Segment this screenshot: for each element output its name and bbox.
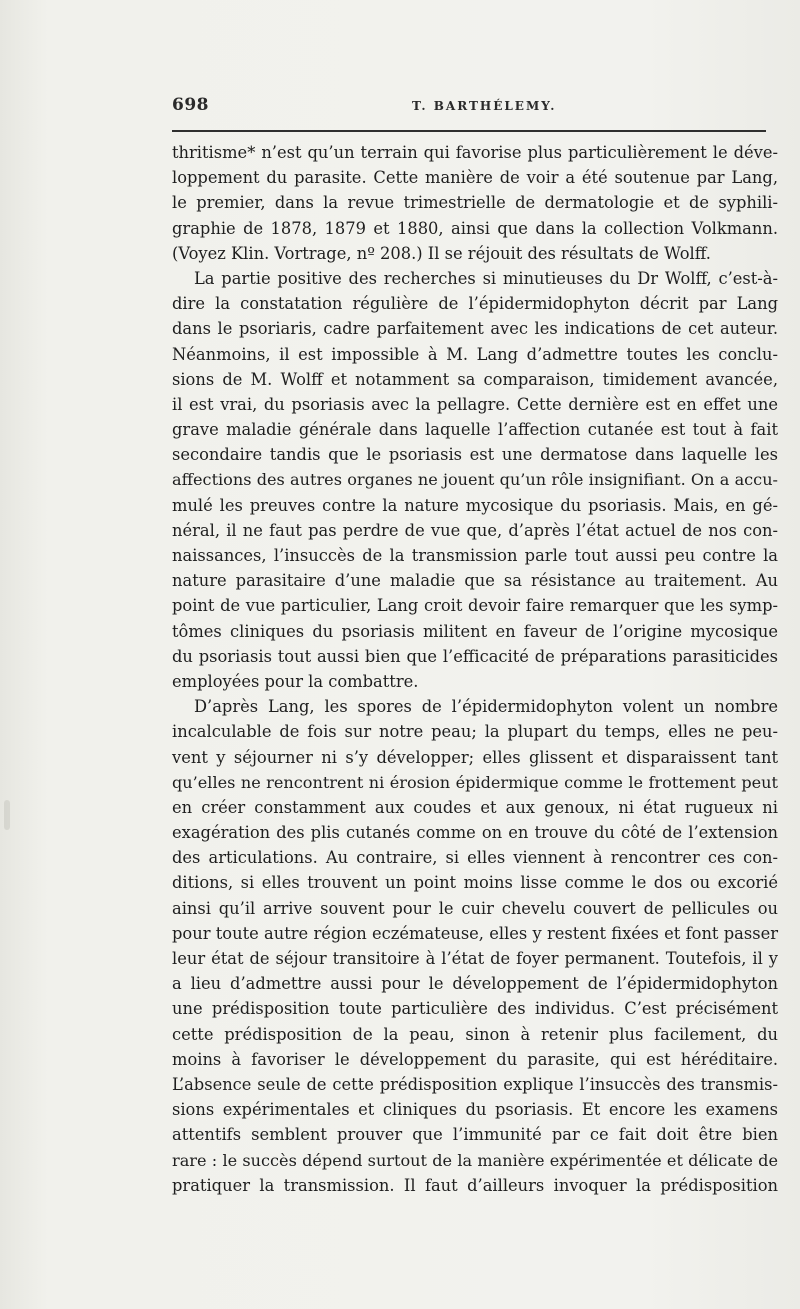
text-line: secondaire tandis que le psoriasis est une dermatose dans laquelle les <box>172 445 778 465</box>
text-line: tômes cliniques du psoriasis militent en faveur de l’origine mycosique <box>172 621 778 641</box>
text-line: pour toute autre région eczémateuse, elles y restent fixées et font passer <box>172 923 778 943</box>
text-line: La partie positive des recherches si minutieuses du Dr Wolff, c’est-à- <box>194 268 778 288</box>
text-line: des articulations. Au contraire, si elles viennent à rencontrer ces con- <box>172 848 778 868</box>
text-line: nature parasitaire d’une maladie que sa résistance au traitement. Au <box>172 571 778 591</box>
text-line: ainsi qu’il arrive souvent pour le cuir chevelu couvert de pellicules ou <box>172 898 778 918</box>
text-line: D’après Lang, les spores de l’épidermidophyton volent un nombre <box>194 697 778 717</box>
text-line: dire la constatation régulière de l’épidermidophyton décrit par Lang <box>172 294 778 314</box>
text-line: incalculable de fois sur notre peau; la plupart du temps, elles ne peu- <box>172 722 778 742</box>
text-line: grave maladie générale dans laquelle l’affection cutanée est tout à fait <box>172 420 778 440</box>
text-line: du psoriasis tout aussi bien que l’efficacité de préparations parasiticides <box>172 646 778 666</box>
text-line: attentifs semblent prouver que l’immunité par ce fait doit être bien <box>172 1125 778 1145</box>
page-number: 698 <box>172 95 209 115</box>
text-line: point de vue particulier, Lang croit devoir faire remarquer que les symp- <box>172 596 778 616</box>
text-line: en créer constamment aux coudes et aux genoux, ni état rugueux ni <box>172 797 778 817</box>
text-line: thritisme* n’est qu’un terrain qui favorise plus particulièrement le déve- <box>172 143 778 162</box>
text-line: exagération des plis cutanés comme on en trouve du côté de l’extension <box>172 823 778 843</box>
text-line: dans le psoriaris, cadre parfaitement avec les indications de cet auteur. <box>172 319 778 339</box>
text-line: pratiquer la transmission. Il faut d’ailleurs invoquer la prédisposition <box>172 1175 778 1195</box>
text-line: graphie de 1878, 1879 et 1880, ainsi que dans la collection Volkmann. <box>172 218 778 238</box>
text-line: leur état de séjour transitoire à l’état de foyer permanent. Toutefois, il y <box>172 949 778 968</box>
text-line: a lieu d’admettre aussi pour le développement de l’épidermidophyton <box>172 974 778 994</box>
text-line: affections des autres organes ne jouent qu’un rôle insignifiant. On a accu- <box>172 470 778 490</box>
header-rule <box>172 130 766 132</box>
text-line: rare : le succès dépend surtout de la manière expérimentée et délicate de <box>172 1150 778 1170</box>
text-line: ditions, si elles trouvent un point moins lisse comme le dos ou excorié <box>172 873 778 893</box>
text-line: moins à favoriser le développement du parasite, qui est héréditaire. <box>172 1049 778 1069</box>
text-line: cette prédisposition de la peau, sinon à retenir plus facilement, du <box>172 1024 778 1044</box>
paper-blemish <box>4 800 10 830</box>
text-line: L’absence seule de cette prédisposition explique l’insuccès des transmis- <box>172 1074 778 1094</box>
text-line: néral, il ne faut pas perdre de vue que, d’après l’état actuel de nos con- <box>172 520 778 540</box>
body-text <box>172 140 778 1198</box>
text-line: employées pour la combattre. <box>172 671 419 691</box>
text-line: mulé les preuves contre la nature mycosique du psoriasis. Mais, en gé- <box>172 495 778 515</box>
text-line: Néanmoins, il est impossible à M. Lang d’admettre toutes les conclu- <box>172 344 778 364</box>
text-line: qu’elles ne rencontrent ni érosion épidermique comme le frottement peut <box>172 772 778 792</box>
text-line: vent y séjourner ni s’y développer; elles glissent et disparaissent tant <box>172 747 778 767</box>
running-head: T. BARTHÉLEMY. <box>412 99 557 113</box>
text-line: le premier, dans la revue trimestrielle de dermatologie et de syphili- <box>172 193 778 213</box>
text-line: une prédisposition toute particulière des individus. C’est précisément <box>172 999 778 1019</box>
text-line: sions expérimentales et cliniques du psoriasis. Et encore les examens <box>172 1100 778 1120</box>
text-line: loppement du parasite. Cette manière de voir a été soutenue par Lang, <box>172 168 778 188</box>
text-line: sions de M. Wolff et notamment sa comparaison, timidement avancée, <box>172 369 778 389</box>
text-line: il est vrai, du psoriasis avec la pellagre. Cette dernière est en effet une <box>172 394 778 414</box>
text-line: (Voyez Klin. Vortrage, nº 208.) Il se réjouit des résultats de Wolff. <box>172 243 711 263</box>
page-header <box>172 95 766 123</box>
text-line: naissances, l’insuccès de la transmission parle tout aussi peu contre la <box>172 546 778 565</box>
